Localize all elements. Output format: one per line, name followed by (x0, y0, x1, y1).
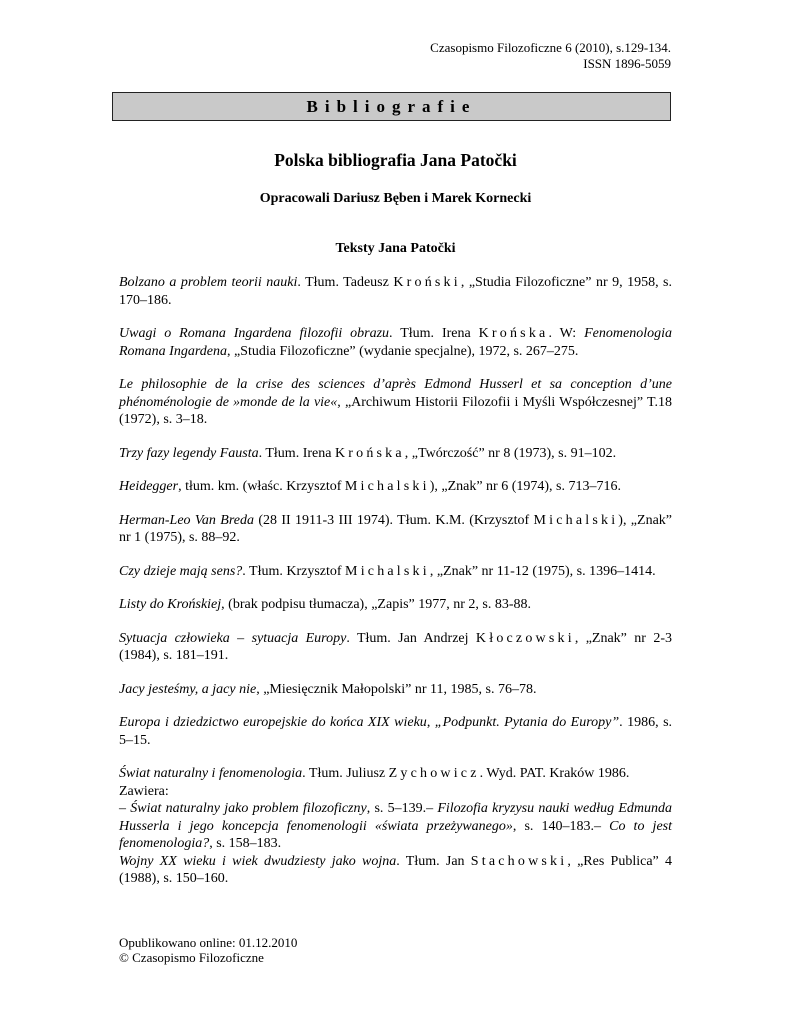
bibliography-entry: Wojny XX wieku i wiek dwudziesty jako wojna. Tłum. Jan Stachowski, „Res Publica” 4 (1988), s. 150–160. (119, 853, 673, 886)
page-title: Polska bibliografia Jana Patočki (274, 150, 517, 170)
work-title: Świat naturalny jako problem filozoficzny (130, 801, 367, 816)
bibliography-entry: Czy dzieje mają sens?. Tłum. Krzysztof Michalski, „Znak” nr 11-12 (1975), s. 1396–1414. (119, 563, 656, 579)
bibliography-entry: Sytuacja człowieka – sytuacja Europy. Tłum. Jan Andrzej Kłoczowski, „Znak” nr 2-3 (1984), s. 181–191. (119, 630, 672, 663)
translator-name: Krońska (334, 445, 405, 461)
work-title: Co to jest fenomenologia? (119, 818, 672, 851)
work-title: Trzy fazy legendy Fausta (119, 445, 259, 461)
translator-name: Michalski (345, 563, 430, 579)
bibliography-entry: Uwagi o Romana Ingardena filozofii obrazu. Tłum. Irena Krońska. W: Fenomenologia Romana Ingardena, „Studia Filozoficzne” (wydanie specjalne), 1972, s. 267–275. (119, 326, 672, 359)
bibliography-entry: Europa i dziedzictwo europejskie do końca XIX wieku, „Podpunkt. Pytania do Europy”. 1986, s. 5–15. (119, 715, 673, 748)
work-title: Europa i dziedzictwo europejskie do końca XIX wieku (119, 715, 427, 730)
collection-title: „Podpunkt. Pytania do Europy” (434, 715, 620, 730)
bibliography-entry: Świat naturalny i fenomenologia. Tłum. Juliusz Zychowicz. Wyd. PAT. Kraków 1986. (119, 766, 630, 781)
journal-reference (430, 40, 671, 72)
page-footer (119, 935, 297, 965)
section-heading: Teksty Jana Patočki (335, 241, 456, 256)
translator-name: Stachowski (470, 853, 568, 869)
editors-line: Opracowali Dariusz Bęben i Marek Kornecki (259, 191, 532, 206)
translator-name: Michalski (344, 479, 430, 494)
work-title: Bolzano a problem teorii nauki (119, 275, 298, 290)
work-title: Świat naturalny i fenomenologia (119, 766, 303, 781)
work-title: Wojny XX wieku i wiek dwudziesty jako wojna (119, 853, 397, 869)
work-title: Sytuacja człowieka – sytuacja Europy (119, 630, 347, 646)
publication-date: Opublikowano online: 01.12.2010 (119, 935, 298, 950)
work-title: Uwagi o Romana Ingardena filozofii obrazu (119, 326, 390, 341)
bibliography-entry: Listy do Krońskiej, (brak podpisu tłumacza), „Zapis” 1977, nr 2, s. 83-88. (119, 597, 532, 612)
translator-name: Krońska (478, 326, 549, 341)
bibliography-entry: Trzy fazy legendy Fausta. Tłum. Irena Krońska, „Twórczość” nr 8 (1973), s. 91–102. (119, 445, 617, 461)
bibliography-entry: Le philosophie de la crise des sciences d’après Edmond Husserl et sa conception d’une phénoménologie de »monde de la vie«, „Archiwum Historii Filozofii i Myśli Współczesnej” T.18 (1972), s. 3–18. (119, 377, 672, 427)
work-title: Listy do Krońskiej (119, 597, 222, 612)
work-title: Herman-Leo Van Breda (119, 512, 254, 528)
collection-title: Fenomenologia Romana Ingardena (119, 326, 672, 359)
work-title: Le philosophie de la crise des sciences d’après Edmond Husserl et sa conception d’une phénoménologie de »monde de la vie« (119, 377, 672, 410)
bibliography-list (119, 274, 672, 904)
work-title: Jacy jesteśmy, a jacy nie (119, 681, 257, 697)
translator-name: Kroński (393, 275, 461, 290)
section-banner: Bibliografie (112, 92, 671, 121)
bibliography-entry: Herman-Leo Van Breda (28 II 1911-3 III 1974). Tłum. K.M. (Krzysztof Michalski), „Znak” nr 1 (1975), s. 88–92. (119, 512, 672, 545)
contents-list: – Świat naturalny jako problem filozoficzny, s. 5–139.– Filozofia kryzysu nauki według Edmunda Husserla i jego koncepcja fenomenologii «świata przeżywanego», s. 140–183.– Co to jest fenomenologia?, s. 158–183. (119, 801, 672, 851)
bibliography-entry: Heidegger, tłum. km. (właśc. Krzysztof Michalski), „Znak” nr 6 (1974), s. 713–716. (119, 479, 621, 494)
work-title: Filozofia kryzysu nauki według Edmunda Husserla i jego koncepcja fenomenologii «świata przeżywanego» (119, 801, 672, 834)
translator-name: Kłoczowski (475, 630, 575, 646)
bibliography-entry: Jacy jesteśmy, a jacy nie, „Miesięcznik Małopolski” nr 11, 1985, s. 76–78. (119, 681, 537, 697)
translator-name: Zychowicz (388, 766, 480, 781)
journal-citation: Czasopismo Filozoficzne 6 (2010), s.129-134. (430, 40, 671, 55)
copyright-notice: © Czasopismo Filozoficzne (119, 950, 264, 965)
translator-name: Michalski (533, 512, 619, 528)
work-title: Heidegger (119, 479, 179, 494)
contents-label: Zawiera: (119, 783, 169, 799)
work-title: Czy dzieje mają sens? (119, 563, 243, 579)
bibliography-entry: Bolzano a problem teorii nauki. Tłum. Tadeusz Kroński, „Studia Filozoficzne” nr 9, 1958, s. 170–186. (119, 275, 673, 308)
issn: ISSN 1896-5059 (583, 56, 671, 71)
